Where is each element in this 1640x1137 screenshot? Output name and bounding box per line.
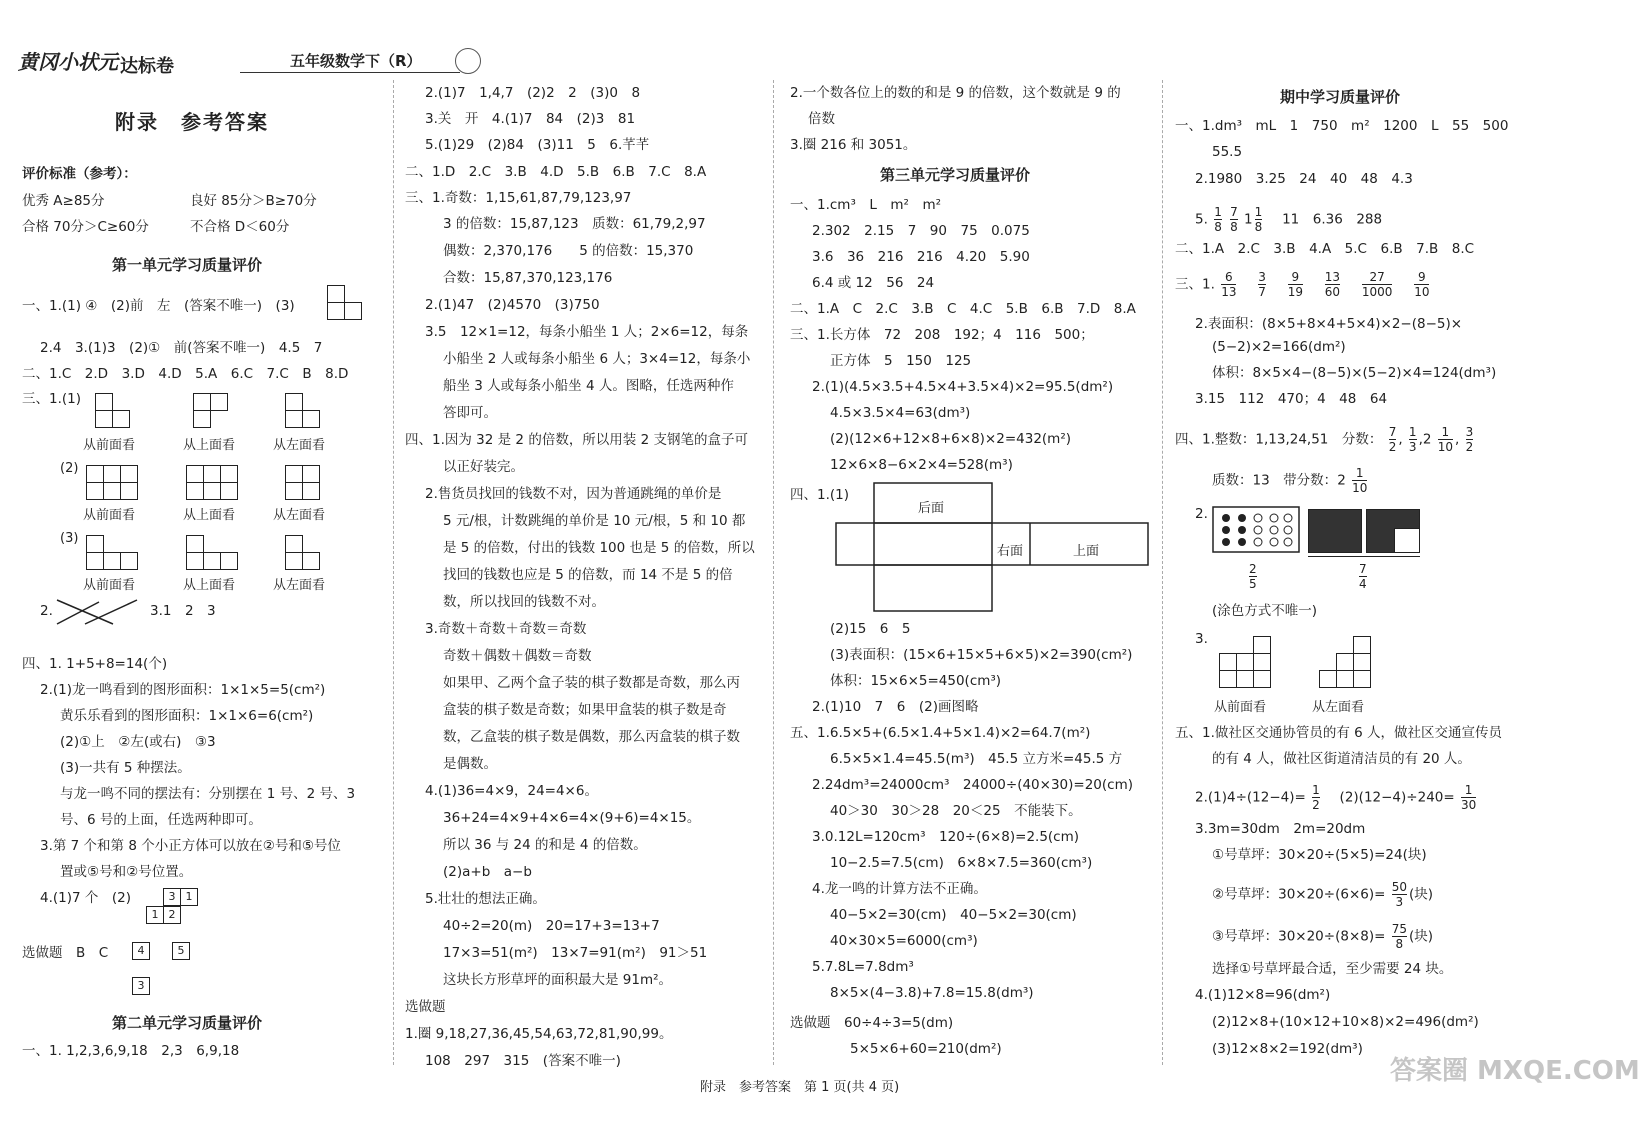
answer-line: 一、1.cm³ L m² m²	[790, 197, 942, 213]
answer-line: 数，乙盒装的棋子数是偶数，那么丙盒装的棋子数	[443, 729, 740, 745]
answer-line: 体积：8×5×4−(8−5)×(5−2)×4=124(dm³)	[1212, 365, 1497, 381]
answer-line: 数，所以找回的钱数不对。	[443, 594, 605, 610]
fraction: $\frac{13}{60}$	[1324, 270, 1341, 299]
net-label: 右面	[997, 544, 1024, 559]
brand-subtitle: 达标卷	[120, 56, 174, 77]
cube	[285, 465, 303, 483]
grid-cell: 4	[132, 942, 150, 960]
answer-line: 一、1.(1) ④ (2)前 左 (答案不唯一) (3)	[22, 298, 295, 314]
cube	[1336, 653, 1354, 671]
unit3-title: 第三单元学习质量评价	[880, 166, 1031, 184]
frac-label	[1357, 562, 1369, 591]
fraction: $\frac{7}{2}$	[1388, 425, 1397, 454]
answer-line: 小船坐 2 人或每条小船坐 6 人；3×4=12，每条小	[443, 351, 751, 367]
divider	[1162, 80, 1163, 1065]
brand-logo: 黄冈小状元	[18, 50, 118, 74]
frac-label	[1247, 562, 1259, 591]
answer-line: 2.表面积：(8×5+8×4+5×4)×2−(8−5)×	[1195, 316, 1463, 332]
answer-line: (2)(12×6+12×8+6×8)×2=432(m²)	[830, 431, 1072, 447]
grid-cell: 2	[163, 906, 181, 924]
unit2-title: 第二单元学习质量评价	[112, 1014, 263, 1032]
cube	[285, 482, 303, 500]
view-label: 从上面看	[183, 438, 236, 453]
answer-line: 找回的钱数也应是 5 的倍数，而 14 不是 5 的倍	[443, 567, 733, 583]
answer-line: 五、1.做社区交通协管员的有 6 人，做社区交通宣传员	[1175, 725, 1503, 741]
answer-line: 盒装的棋子数是奇数；如果甲盒装的棋子数是奇	[443, 702, 727, 718]
answer-line: 四、1.因为 32 是 2 的倍数，所以用装 2 支钢笔的盒子可	[405, 432, 748, 448]
answer-line: 2.(1)4÷(12−4)= $\frac{1}{2}$ (2)(12−4)÷240= $\frac{1}{30}$	[1195, 783, 1477, 812]
answer-line: 黄乐乐看到的图形面积：1×1×6=6(cm²)	[60, 708, 314, 724]
unit1-title: 第一单元学习质量评价	[112, 256, 263, 274]
cube	[1353, 653, 1371, 671]
cube	[193, 410, 211, 428]
answer-line: 2.售货员找回的钱数不对，因为普通跳绳的单价是	[425, 486, 722, 502]
fraction: $\frac{1}{3}$	[1408, 425, 1417, 454]
answer-line: 选择①号草坪最合适，至少需要 24 块。	[1212, 961, 1453, 977]
answer-line: 5.壮壮的想法正确。	[425, 891, 546, 907]
divider	[393, 80, 394, 1065]
shaded-box-blank	[1394, 528, 1419, 552]
answer-line: 质数：13 带分数：2 $\frac{1}{10}$	[1212, 466, 1368, 495]
prime-label: 质数：13 带分数：	[1212, 472, 1338, 489]
cube	[186, 552, 204, 570]
answer-line: ①号草坪：30×20÷(5×5)=24(块)	[1212, 847, 1427, 863]
fraction: $\frac{1}{30}$	[1460, 783, 1477, 812]
page-footer: 附录 参考答案 第 1 页(共 4 页)	[700, 1080, 900, 1095]
cube	[1253, 636, 1271, 654]
answer-line: 二、1.A 2.C 3.B 4.A 5.C 6.B 7.B 8.C	[1175, 241, 1475, 257]
answer-line: 12×6×8−6×2×4=528(m³)	[830, 457, 1013, 473]
answer-line: 17×3=51(m²) 13×7=91(m²) 91＞51	[443, 945, 708, 961]
answer-line: 一、1.dm³ mL 1 750 m² 1200 L 55 500	[1175, 118, 1509, 134]
fraction: $\frac{3}{7}$	[1258, 270, 1266, 299]
answer-line: 40−5×2=30(cm) 40−5×2=30(cm)	[830, 907, 1077, 923]
answer-line: (2)①上 ②左(或右) ③3	[60, 734, 216, 750]
sub-label: (3)	[60, 531, 79, 546]
view-label: 从左面看	[273, 508, 326, 523]
view-label: 从上面看	[183, 578, 236, 593]
answer-line: 二、1.C 2.D 3.D 4.D 5.A 6.C 7.C B 8.D	[22, 366, 349, 382]
fraction: $\frac{1}{10}$	[1437, 425, 1454, 454]
cube	[103, 482, 121, 500]
answer-line: 3.5 12×1=12，每条小船坐 1 人；2×6=12，每条	[425, 324, 749, 340]
cube	[86, 482, 104, 500]
answer-line: 40÷2=20(m) 20=17+3=13+7	[443, 918, 660, 934]
fraction: $\frac{1}{2}$	[1312, 783, 1320, 812]
cube	[1319, 670, 1337, 688]
answer-line: 3.奇数＋奇数＋奇数＝奇数	[425, 621, 587, 637]
answer-line: 8×5×(4−3.8)+7.8=15.8(dm³)	[830, 985, 1034, 1001]
answer-line: 以正好装完。	[443, 459, 524, 475]
answer-line: 四、1.(1)	[790, 487, 850, 503]
answer-line: (3)一共有 5 种摆法。	[60, 760, 191, 776]
net-label: 后面	[918, 501, 945, 516]
answer-line: 3.0.12L=120cm³ 120÷(6×8)=2.5(cm)	[812, 829, 1080, 845]
answer-line: 4.(1)7 个 (2)	[40, 890, 132, 906]
answer-line: 三、1.奇数：1,15,61,87,79,123,97	[405, 190, 632, 206]
crossing-lines-figure	[55, 596, 140, 626]
answer-line: 1.圈 9,18,27,36,45,54,63,72,81,90,99。	[405, 1026, 673, 1042]
answer-line: 2.(1)龙一鸣看到的图形面积：1×1×5=5(cm²)	[40, 682, 326, 698]
cuboid-net-diagram	[834, 480, 1150, 615]
cube	[220, 552, 238, 570]
answer-line: 正方体 5 150 125	[830, 353, 972, 369]
answer-line: 二、1.D 2.C 3.B 4.D 5.B 6.B 7.C 8.A	[405, 164, 707, 180]
answer-line: (5−2)×2=166(dm²)	[1212, 339, 1346, 355]
answer-line: 船坐 3 人或每条小船坐 4 人。图略，任选两种作	[443, 378, 734, 394]
answer-line: 4.5×3.5×4=63(dm³)	[830, 405, 971, 421]
fraction: $\frac{9}{10}$	[1414, 270, 1430, 299]
answer-line: (涂色方式不唯一)	[1212, 603, 1318, 619]
fraction: $\frac{75}{8}$	[1391, 922, 1407, 951]
cube	[112, 410, 130, 428]
answer-line: 2.(1)47 (2)4570 (3)750	[425, 297, 600, 313]
answer-line: 如果甲、乙两个盒子装的棋子数都是奇数，那么丙	[443, 675, 740, 691]
cube	[186, 535, 204, 553]
lawn3-label: ③号草坪：30×20÷(8×8)=	[1212, 928, 1386, 945]
answer-line: 2.1980 3.25 24 40 48 4.3	[1195, 171, 1413, 187]
cube	[285, 535, 303, 553]
q3-label: 三、1.	[1175, 276, 1215, 293]
grid-cell: 3	[132, 977, 150, 995]
cube	[193, 393, 211, 411]
cube	[220, 465, 238, 483]
answer-line: 的有 4 人，做社区街道清洁员的有 20 人。	[1212, 751, 1471, 767]
answer-line: 所以 36 与 24 的和是 4 的倍数。	[443, 837, 647, 853]
cube	[103, 465, 121, 483]
divider	[773, 80, 774, 1065]
view-label: 从上面看	[183, 508, 236, 523]
shaded-box	[1308, 509, 1362, 553]
cube	[120, 482, 138, 500]
watermark: 答案圈 MXQE.COM	[1390, 1056, 1640, 1086]
answer-line: 3.6 36 216 216 4.20 5.90	[812, 249, 1030, 265]
appendix-title: 附录 参考答案	[115, 110, 269, 134]
answer-line: (2)a+b a−b	[443, 864, 532, 880]
answer-line: 号、6 号的上面，任选两种即可。	[60, 812, 262, 828]
answer-line: 是偶数。	[443, 756, 497, 772]
answer-line: 36+24=4×9+4×6=4×(9+6)=4×15。	[443, 810, 701, 826]
answer-line: 5.7.8L=7.8dm³	[812, 959, 914, 975]
answer-line: 3 的倍数：15,87,123 质数：61,79,2,97	[443, 216, 706, 232]
cube	[1336, 670, 1354, 688]
fraction: $\frac{7}{4}$	[1359, 562, 1367, 591]
cube	[285, 552, 303, 570]
brace-line	[1308, 556, 1420, 557]
cube	[1219, 653, 1237, 671]
answer-line: 40×30×5=6000(cm³)	[830, 933, 978, 949]
answer-line: (3)表面积：(15×6+15×5+6×5)×2=390(cm²)	[830, 647, 1133, 663]
answer-line: 5.(1)29 (2)84 (3)11 5 6.芊芊	[425, 137, 650, 153]
answer-line: 五、1.6.5×5+(6.5×1.4+5×1.4)×2=64.7(m²)	[790, 725, 1091, 741]
answer-line: (2)12×8+(10×12+10×8)×2=496(dm²)	[1212, 1014, 1479, 1030]
cube	[186, 482, 204, 500]
answer-line: 108 297 315 (答案不唯一)	[425, 1053, 621, 1069]
answer-line: 4.龙一鸣的计算方法不正确。	[812, 881, 987, 897]
answer-line: 一、1. 1,2,3,6,9,18 2,3 6,9,18	[22, 1043, 240, 1059]
answer-line: 5 元/根，计数跳绳的单价是 10 元/根，5 和 10 都	[443, 513, 746, 529]
cube	[86, 552, 104, 570]
answer-line: 三、1.长方体 72 208 192；4 116 500；	[790, 327, 1094, 343]
answer-line: 置或⑤号和②号位置。	[60, 864, 193, 880]
criteria-a: 优秀 A≥85分	[22, 193, 105, 209]
answer-line: 奇数＋偶数＋偶数＝奇数	[443, 648, 592, 664]
header-rule	[240, 72, 460, 73]
grid-cell: 1	[180, 888, 198, 906]
cube	[203, 482, 221, 500]
view-label: 从左面看	[1312, 700, 1365, 715]
fraction: $\frac{27}{1000}$	[1361, 270, 1393, 299]
dot-grid-figure	[1212, 506, 1302, 554]
q41-label: 四、1.整数：1,13,24,51 分数：	[1175, 431, 1383, 448]
net-label: 上面	[1073, 544, 1100, 559]
view-label: 从前面看	[1214, 700, 1267, 715]
answer-line: 2.302 2.15 7 90 75 0.075	[812, 223, 1030, 239]
answer-line: 选做题 60÷4÷3=5(dm)	[790, 1015, 954, 1031]
answer-line: 答即可。	[443, 405, 497, 421]
answer-line: 2.24dm³=24000cm³ 24000÷(40×30)=20(cm)	[812, 777, 1133, 793]
cube	[86, 465, 104, 483]
answer-line: ③号草坪：30×20÷(8×8)= $\frac{75}{8}$ (块)	[1212, 922, 1434, 951]
q5-label: 5.	[1195, 211, 1208, 228]
grid-cell: 1	[146, 906, 164, 924]
answer-line: 2.一个数各位上的数的和是 9 的倍数，这个数就是 9 的	[790, 85, 1121, 101]
cube	[1236, 670, 1254, 688]
fraction: $\frac{9}{19}$	[1287, 270, 1303, 299]
answer-line: 10−2.5=7.5(cm) 6×8×7.5=360(cm³)	[830, 855, 1093, 871]
fraction: $\frac{1}{8}$	[1214, 205, 1222, 234]
cube	[1353, 670, 1371, 688]
answer-line: 二、1.A C 2.C 3.B C 4.C 5.B 6.B 7.D 8.A	[790, 301, 1136, 317]
answer-line: 3.第 7 个和第 8 个小正方体可以放在②号和⑤号位	[40, 838, 341, 854]
answer-line: 2.(1)(4.5×3.5+4.5×4+3.5×4)×2=95.5(dm²)	[812, 379, 1114, 395]
answer-line: 3.3m=30dm 2m=20dm	[1195, 821, 1366, 837]
answer-line: 合数：15,87,370,123,176	[443, 270, 613, 286]
cube	[86, 535, 104, 553]
grid-cell: 5	[172, 942, 190, 960]
cube	[302, 465, 320, 483]
cube	[203, 552, 221, 570]
cube	[302, 552, 320, 570]
answer-line: 3.1 2 3	[150, 603, 216, 619]
cube	[210, 393, 228, 411]
criteria-d: 不合格 D＜60分	[190, 219, 290, 235]
answer-line: 4.(1)36=4×9，24=4×6。	[425, 783, 598, 799]
answer-line: 选做题 B C	[22, 945, 109, 961]
answer-line: 3.圈 216 和 3051。	[790, 137, 917, 153]
answer-line: 倍数	[808, 111, 835, 127]
sub-label: (2)	[60, 461, 79, 476]
answer-line: (2)15 6 5	[830, 621, 911, 637]
cube	[1253, 653, 1271, 671]
view-label: 从左面看	[273, 578, 326, 593]
answer-line: 是 5 的倍数，付出的钱数 100 也是 5 的倍数，所以	[443, 540, 755, 556]
fraction: $\frac{50}{3}$	[1391, 880, 1407, 909]
answer-line: 4.(1)12×8=96(dm²)	[1195, 987, 1331, 1003]
cube	[302, 482, 320, 500]
answer-line: 四、1. 1+5+8=14(个)	[22, 656, 168, 672]
answer-line: 55.5	[1212, 144, 1243, 160]
cube	[220, 482, 238, 500]
cube	[103, 552, 121, 570]
q52-label: 2.(1)4÷(12−4)=	[1195, 789, 1306, 806]
cube	[203, 465, 221, 483]
grid-cell: 3	[163, 888, 181, 906]
answer-line: 选做题	[405, 999, 446, 1015]
cube	[95, 393, 113, 411]
criteria-b: 良好 85分＞B≥70分	[190, 193, 317, 209]
view-label: 从前面看	[83, 438, 136, 453]
cube	[120, 465, 138, 483]
fraction: $\frac{7}{8}$	[1230, 205, 1238, 234]
cube	[120, 552, 138, 570]
answer-line: 3.15 112 470；4 48 64	[1195, 391, 1388, 407]
answer-line: 2.	[1195, 506, 1208, 522]
answer-line: 这块长方形草坪的面积最大是 91m²。	[443, 972, 673, 988]
fraction: $\frac{3}{2}$	[1465, 425, 1474, 454]
answer-line: 与龙一鸣不同的摆法有：分别摆在 1 号、2 号、3	[60, 786, 356, 802]
view-label: 从前面看	[83, 578, 136, 593]
cube	[327, 302, 345, 320]
criteria-c: 合格 70分＞C≥60分	[22, 219, 149, 235]
answer-line: 40＞30 30＞28 20＜25 不能装下。	[830, 803, 1082, 819]
answer-line: 体积：15×6×5=450(cm³)	[830, 673, 1002, 689]
fraction: $\frac{1}{8}$	[1254, 205, 1263, 234]
criteria-title: 评价标准（参考）：	[22, 166, 137, 182]
lawn2-label: ②号草坪：30×20÷(6×6)=	[1212, 886, 1386, 903]
cube	[1353, 636, 1371, 654]
cube	[1253, 670, 1271, 688]
cube	[302, 410, 320, 428]
answer-line: 2.(1)10 7 6 (2)画图略	[812, 699, 979, 715]
cube	[285, 393, 303, 411]
fraction: $\frac{2}{5}$	[1249, 562, 1257, 591]
fraction: $\frac{1}{10}$	[1352, 466, 1368, 495]
cube	[186, 465, 204, 483]
view-label: 从前面看	[83, 508, 136, 523]
swirl-icon	[455, 48, 481, 74]
answer-line: ②号草坪：30×20÷(6×6)= $\frac{50}{3}$ (块)	[1212, 880, 1434, 909]
grade-label: 五年级数学下（R）	[290, 52, 422, 70]
answer-line: 6.4 或 12 56 24	[812, 275, 935, 291]
answer-line	[1175, 270, 1431, 299]
cube	[344, 302, 362, 320]
cube	[285, 410, 303, 428]
fraction: $\frac{6}{13}$	[1221, 270, 1237, 299]
view-label: 从左面看	[273, 438, 326, 453]
answer-line: 偶数：2,370,176 5 的倍数：15,370	[443, 243, 694, 259]
midterm-title: 期中学习质量评价	[1280, 88, 1401, 106]
answer-line: 6.5×5×1.4=45.5(m³) 45.5 立方米=45.5 方	[830, 751, 1123, 767]
answer-line: 三、1.(1)	[22, 391, 82, 407]
answer-line: 2.	[40, 603, 53, 619]
cube	[95, 410, 113, 428]
cube	[1219, 670, 1237, 688]
answer-line: 5×5×6+60=210(dm²)	[850, 1041, 1002, 1057]
cube	[1236, 653, 1254, 671]
answer-line: (3)12×8×2=192(dm³)	[1212, 1041, 1363, 1057]
answer-line: 3.关 开 4.(1)7 84 (2)3 81	[425, 111, 636, 127]
cube	[327, 285, 345, 303]
answer-line: 5. $\frac{1}{8}$ $\frac{7}{8}$ 1 $\frac{1}{8}$ 11 6.36 288	[1195, 205, 1383, 234]
answer-line: 2.(1)7 1,4,7 (2)2 2 (3)0 8	[425, 85, 641, 101]
answer-line: 3.	[1195, 631, 1208, 647]
answer-line: 2.4 3.(1)3 (2)① 前(答案不唯一) 4.5 7	[40, 340, 323, 356]
answer-line: 四、1.整数：1,13,24,51 分数： $\frac{7}{2}$ , $\frac{1}{3}$ ,2 $\frac{1}{10}$ , $\frac{3}{2}$	[1175, 425, 1474, 454]
